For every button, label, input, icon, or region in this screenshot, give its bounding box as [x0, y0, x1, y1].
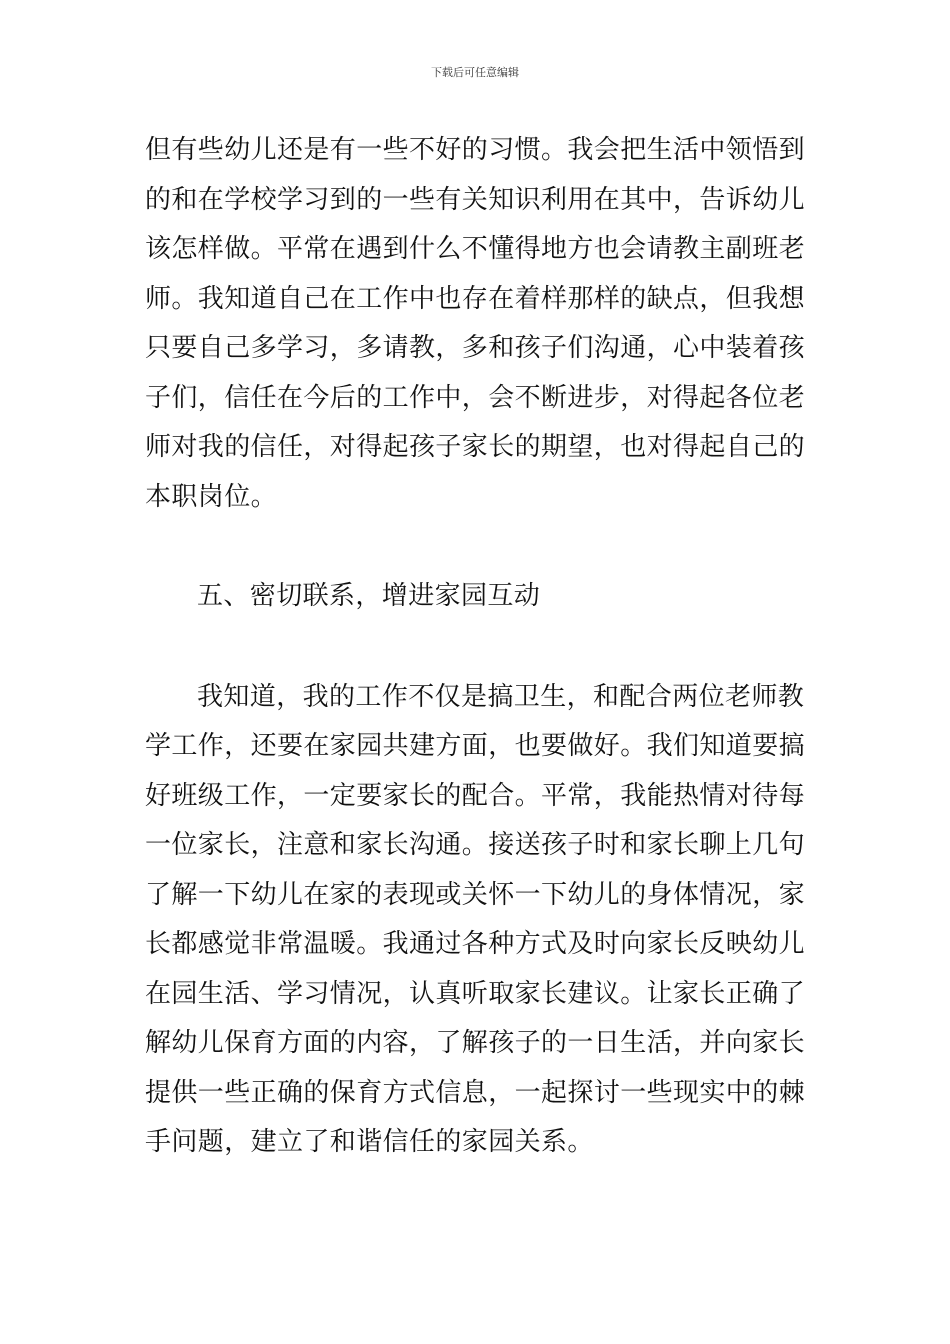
paragraph-line: 但有些幼儿还是有一些不好的习惯。我会把生活中领悟到	[145, 135, 806, 165]
paragraph-line: 子们，信任在今后的工作中，会不断进步，对得起各位老	[145, 383, 806, 413]
paragraph-line: 在园生活、学习情况，认真听取家长建议。让家长正确了	[145, 979, 806, 1009]
paragraph-line: 师对我的信任，对得起孩子家长的期望，也对得起自己的	[145, 432, 806, 462]
paragraph-line: 该怎样做。平常在遇到什么不懂得地方也会请教主副班老	[145, 234, 806, 264]
paragraph-line: 我知道，我的工作不仅是搞卫生，和配合两位老师教	[197, 682, 805, 712]
paragraph-line: 提供一些正确的保育方式信息，一起探讨一些现实中的棘	[145, 1078, 806, 1108]
paragraph-line: 的和在学校学习到的一些有关知识利用在其中，告诉幼儿	[145, 185, 806, 215]
paragraph-line: 长都感觉非常温暖。我通过各种方式及时向家长反映幼儿	[145, 929, 806, 959]
paragraph-line: 本职岗位。	[145, 482, 278, 512]
paragraph-line: 解幼儿保育方面的内容，了解孩子的一日生活，并向家长	[145, 1028, 806, 1058]
paragraph-line: 手问题，建立了和谐信任的家园关系。	[145, 1127, 594, 1157]
paragraph-line: 只要自己多学习，多请教，多和孩子们沟通，心中装着孩	[145, 333, 806, 363]
paragraph-line: 师。我知道自己在工作中也存在着样那样的缺点，但我想	[145, 284, 806, 314]
paragraph-line: 一位家长，注意和家长沟通。接送孩子时和家长聊上几句	[145, 830, 806, 860]
paragraph-line: 好班级工作，一定要家长的配合。平常，我能热情对待每	[145, 781, 806, 811]
section-heading: 五、密切联系，增进家园互动	[197, 581, 541, 611]
paragraph-line: 学工作，还要在家园共建方面，也要做好。我们知道要搞	[145, 731, 806, 761]
paragraph-line: 了解一下幼儿在家的表现或关怀一下幼儿的身体情况，家	[145, 880, 806, 910]
header-note: 下载后可任意编辑	[431, 66, 519, 79]
